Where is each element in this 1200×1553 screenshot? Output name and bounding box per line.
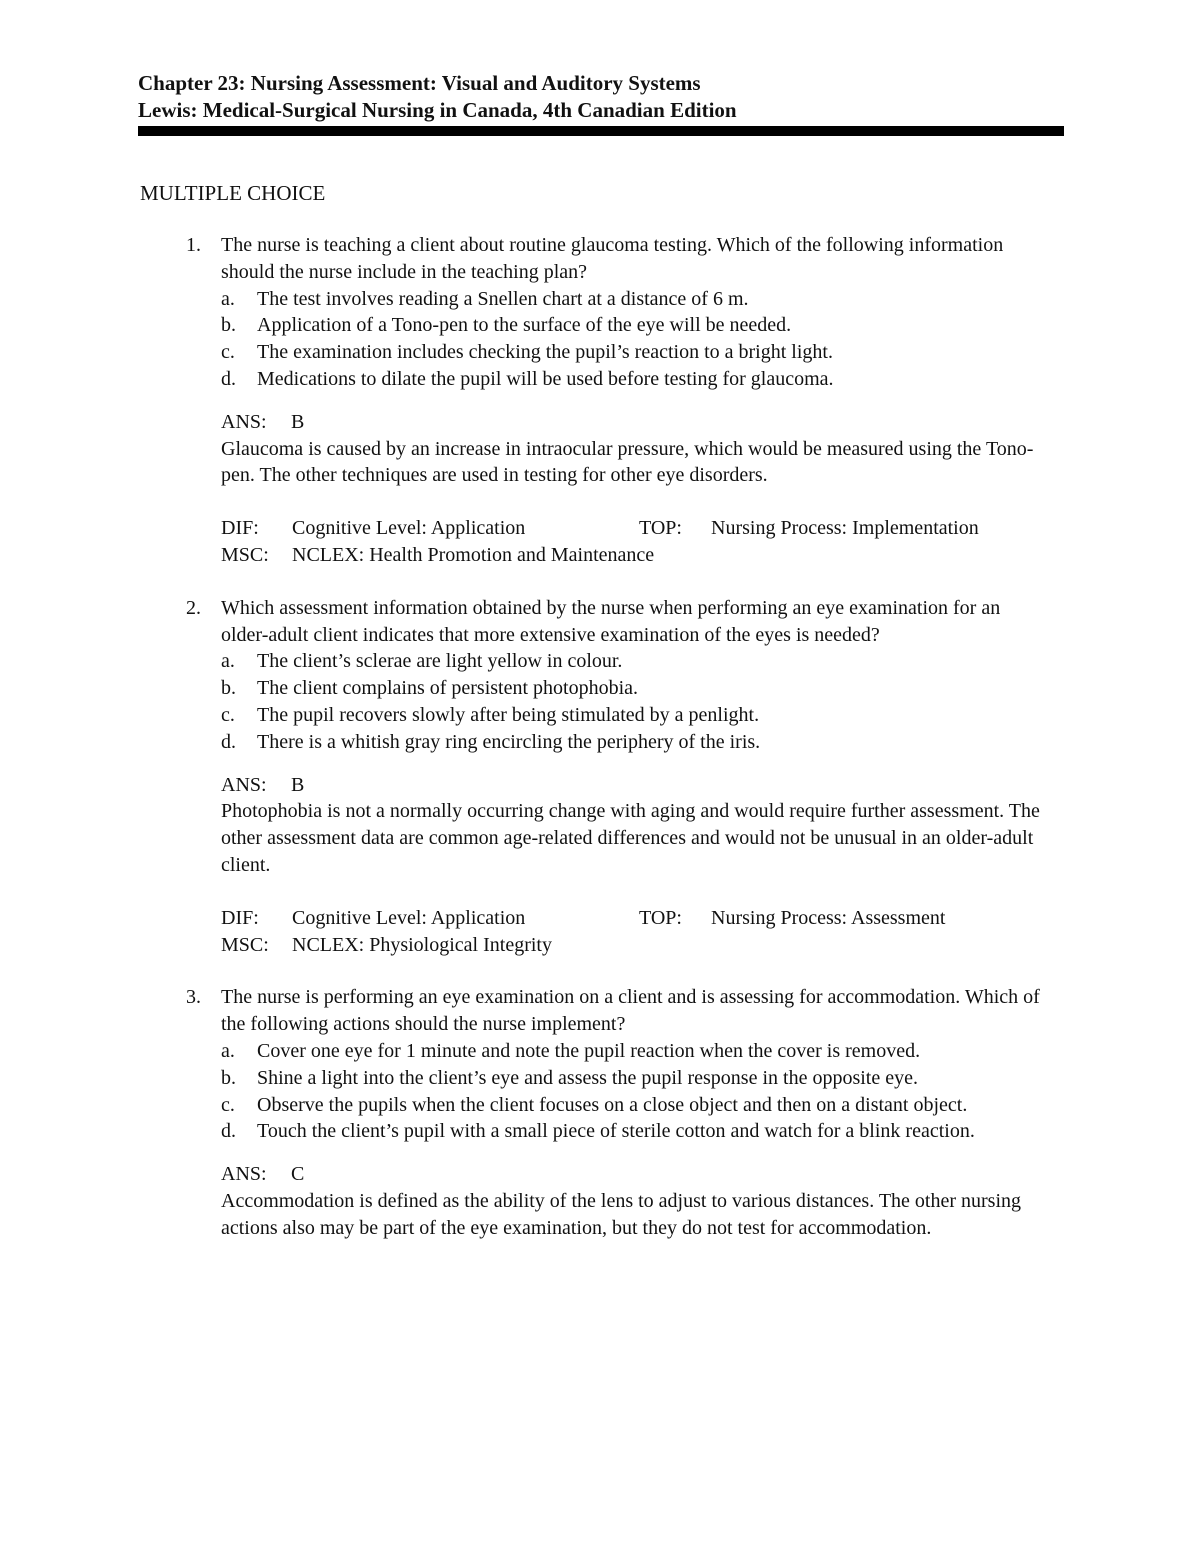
option-letter: a. bbox=[221, 650, 235, 673]
dif-value: Cognitive Level: Application bbox=[292, 906, 526, 929]
option-text: Shine a light into the client’s eye and assess the pupil response in the opposite eye. bbox=[257, 1066, 918, 1089]
option-text: The client’s sclerae are light yellow in colour. bbox=[257, 650, 623, 673]
option-letter: d. bbox=[221, 730, 236, 753]
option-letter: a. bbox=[221, 1039, 235, 1062]
top-value: Nursing Process: Assessment bbox=[711, 906, 946, 929]
meta-row-msc bbox=[221, 542, 1040, 569]
question-item bbox=[140, 984, 1040, 1241]
option-letter: d. bbox=[221, 1120, 236, 1143]
answer-block bbox=[221, 772, 1040, 879]
question-body bbox=[221, 232, 1040, 569]
dif-value: Cognitive Level: Application bbox=[292, 517, 526, 540]
option-item bbox=[221, 312, 1040, 339]
meta-row-dif-top bbox=[221, 905, 1040, 932]
msc-label: MSC: bbox=[221, 933, 269, 956]
top-label: TOP: bbox=[639, 906, 682, 929]
answer-label: ANS: bbox=[221, 410, 267, 433]
rationale-text: Photophobia is not a normally occurring change with aging and would require further assessment. The other assessment data are common age-related differences and would not be unusual in an older-adult client. bbox=[221, 800, 1040, 876]
option-text: Touch the client’s pupil with a small piece of sterile cotton and watch for a blink reaction. bbox=[257, 1120, 975, 1143]
option-text: The examination includes checking the pupil’s reaction to a bright light. bbox=[257, 341, 833, 364]
question-body bbox=[221, 595, 1040, 959]
meta-block bbox=[221, 515, 1040, 569]
answer-value: B bbox=[291, 410, 305, 433]
option-letter: a. bbox=[221, 287, 235, 310]
option-text: Medications to dilate the pupil will be used before testing for glaucoma. bbox=[257, 367, 834, 390]
option-text: The pupil recovers slowly after being stimulated by a penlight. bbox=[257, 703, 760, 726]
msc-value: NCLEX: Health Promotion and Maintenance bbox=[292, 543, 655, 566]
answer-value: B bbox=[291, 773, 305, 796]
top-label: TOP: bbox=[639, 517, 682, 540]
option-text: The test involves reading a Snellen chart at a distance of 6 m. bbox=[257, 287, 749, 310]
option-item bbox=[221, 675, 1040, 702]
answer-line bbox=[221, 409, 1040, 436]
option-list bbox=[221, 1038, 1040, 1145]
question-body bbox=[221, 984, 1040, 1241]
option-list bbox=[221, 648, 1040, 755]
answer-line bbox=[221, 1161, 1040, 1188]
option-letter: c. bbox=[221, 703, 235, 726]
option-letter: c. bbox=[221, 1093, 235, 1116]
option-item bbox=[221, 1038, 1040, 1065]
question-stem: The nurse is teaching a client about routine glaucoma testing. Which of the following information should the nurse include in the teaching plan? bbox=[221, 234, 1004, 283]
dif-label: DIF: bbox=[221, 906, 259, 929]
dif-label: DIF: bbox=[221, 517, 259, 540]
question-stem: Which assessment information obtained by the nurse when performing an eye examination for an older-adult client indicates that more extensive examination of the eyes is needed? bbox=[221, 596, 1001, 646]
option-item bbox=[221, 702, 1040, 729]
option-item bbox=[221, 1065, 1040, 1092]
answer-block bbox=[221, 1161, 1040, 1241]
option-text: There is a whitish gray ring encircling the periphery of the iris. bbox=[257, 730, 761, 753]
answer-value: C bbox=[291, 1163, 305, 1186]
answer-line bbox=[221, 772, 1040, 799]
option-text: Observe the pupils when the client focuses on a close object and then on a distant object. bbox=[257, 1093, 968, 1116]
question-item bbox=[140, 232, 1040, 569]
document-header bbox=[138, 70, 1064, 124]
question-stem: The nurse is performing an eye examination on a client and is assessing for accommodation. Which of the following actions should the nurse implement? bbox=[221, 986, 1040, 1036]
question-list bbox=[140, 232, 1040, 1268]
option-letter: b. bbox=[221, 1066, 236, 1089]
meta-block bbox=[221, 905, 1040, 959]
question-number: 3. bbox=[186, 986, 201, 1009]
chapter-title: Chapter 23: Nursing Assessment: Visual and Auditory Systems bbox=[138, 71, 701, 95]
option-text: Cover one eye for 1 minute and note the pupil reaction when the cover is removed. bbox=[257, 1039, 921, 1062]
option-letter: c. bbox=[221, 341, 235, 364]
book-title: Lewis: Medical-Surgical Nursing in Canada, 4th Canadian Edition bbox=[138, 98, 737, 122]
option-list bbox=[221, 286, 1040, 393]
meta-row-msc bbox=[221, 932, 1040, 959]
top-value: Nursing Process: Implementation bbox=[711, 517, 979, 540]
option-item bbox=[221, 1092, 1040, 1119]
msc-label: MSC: bbox=[221, 543, 269, 566]
option-text: Application of a Tono-pen to the surface of the eye will be needed. bbox=[257, 314, 792, 337]
header-rule bbox=[138, 126, 1064, 136]
option-text: The client complains of persistent photophobia. bbox=[257, 677, 639, 700]
question-item bbox=[140, 595, 1040, 959]
answer-label: ANS: bbox=[221, 1163, 267, 1186]
answer-label: ANS: bbox=[221, 773, 267, 796]
option-letter: d. bbox=[221, 367, 236, 390]
option-letter: b. bbox=[221, 314, 236, 337]
option-item bbox=[221, 339, 1040, 366]
meta-row-dif-top bbox=[221, 515, 1040, 542]
option-item bbox=[221, 1118, 1040, 1145]
question-number: 2. bbox=[186, 596, 201, 619]
option-item bbox=[221, 648, 1040, 675]
msc-value: NCLEX: Physiological Integrity bbox=[292, 933, 552, 956]
answer-block bbox=[221, 409, 1040, 489]
question-number: 1. bbox=[186, 234, 201, 256]
option-letter: b. bbox=[221, 677, 236, 700]
rationale-text: Glaucoma is caused by an increase in intraocular pressure, which would be measured using the Tono-pen. The other techniques are used in testing for other eye disorders. bbox=[221, 437, 1034, 487]
option-item bbox=[221, 286, 1040, 313]
section-title: MULTIPLE CHOICE bbox=[140, 181, 326, 205]
option-item bbox=[221, 729, 1040, 756]
rationale-text: Accommodation is defined as the ability of the lens to adjust to various distances. The other nursing actions also may be part of the eye examination, but they do not test for accommodation. bbox=[221, 1189, 1022, 1239]
option-item bbox=[221, 366, 1040, 393]
